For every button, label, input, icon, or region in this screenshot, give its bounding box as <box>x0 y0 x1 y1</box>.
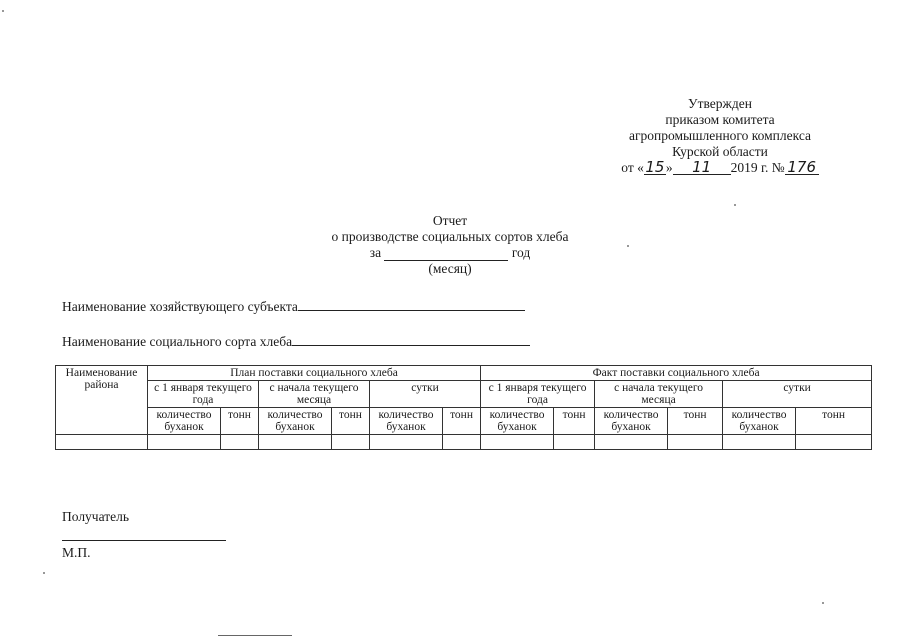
report-title-block <box>250 213 650 277</box>
scan-speck <box>43 572 45 574</box>
table-cell[interactable] <box>723 435 796 450</box>
recipient-label: Получатель <box>62 509 130 524</box>
plan-period-mtd: с начала текущего месяца <box>259 381 370 408</box>
entity-blank[interactable] <box>298 298 525 311</box>
bread-blank[interactable] <box>292 333 530 346</box>
plan-mtd-tons: тонн <box>332 408 370 435</box>
report-table <box>55 365 872 450</box>
report-subtitle: о производстве социальных сортов хлеба <box>331 229 569 244</box>
table-cell[interactable] <box>332 435 370 450</box>
plan-day-qty: количество буханок <box>370 408 443 435</box>
table-row <box>56 435 872 450</box>
fact-day-tons: тонн <box>796 408 872 435</box>
period-month-hint: (месяц) <box>428 261 472 276</box>
table-header-row-1 <box>56 366 872 381</box>
approval-number: 176 <box>785 160 819 175</box>
approval-block <box>600 96 840 176</box>
table-cell[interactable] <box>370 435 443 450</box>
fact-mtd-tons: тонн <box>668 408 723 435</box>
table-cell[interactable] <box>595 435 668 450</box>
stamp-label: М.П. <box>62 545 91 560</box>
fact-ytd-tons: тонн <box>554 408 595 435</box>
approval-line-1: Утвержден <box>688 96 752 111</box>
period-month-blank[interactable] <box>384 246 508 261</box>
table-cell[interactable] <box>668 435 723 450</box>
district-header: Наименование района <box>56 366 148 435</box>
report-period-line <box>250 245 650 261</box>
scan-speck <box>2 10 4 12</box>
approval-line-3: агропромышленного комплекса <box>629 128 811 143</box>
plan-period-ytd: с 1 января текущего года <box>148 381 259 408</box>
fact-day-qty: количество буханок <box>723 408 796 435</box>
signature-line[interactable] <box>62 540 226 541</box>
fact-period-ytd: с 1 января текущего года <box>481 381 595 408</box>
fact-period-day: сутки <box>723 381 872 408</box>
table-cell[interactable] <box>796 435 872 450</box>
approval-month: 11 <box>673 160 731 175</box>
entity-label: Наименование хозяйствующего субъекта <box>62 299 298 314</box>
fact-ytd-qty: количество буханок <box>481 408 554 435</box>
plan-ytd-qty: количество буханок <box>148 408 221 435</box>
table-cell[interactable] <box>56 435 148 450</box>
bread-field <box>62 333 530 350</box>
table-cell[interactable] <box>554 435 595 450</box>
table-header-row-2 <box>56 381 872 408</box>
table-cell[interactable] <box>443 435 481 450</box>
fact-mtd-qty: количество буханок <box>595 408 668 435</box>
table-cell[interactable] <box>148 435 221 450</box>
report-title: Отчет <box>432 213 468 228</box>
date-day-suffix: » <box>665 160 673 175</box>
period-suffix: год <box>511 245 531 260</box>
table-cell[interactable] <box>259 435 332 450</box>
scan-speck <box>734 204 736 206</box>
plan-period-day: сутки <box>370 381 481 408</box>
plan-header: План поставки социального хлеба <box>148 366 481 381</box>
plan-ytd-tons: тонн <box>221 408 259 435</box>
plan-mtd-qty: количество буханок <box>259 408 332 435</box>
scan-speck <box>627 245 629 247</box>
approval-year: 2019 г. № <box>730 160 785 175</box>
scan-artifact-line <box>218 635 292 636</box>
approval-line-2: приказом комитета <box>665 112 775 127</box>
fact-header: Факт поставки социального хлеба <box>481 366 872 381</box>
fact-period-mtd: с начала текущего месяца <box>595 381 723 408</box>
table-header-row-3 <box>56 408 872 435</box>
approval-line-4: Курской области <box>672 144 768 159</box>
approval-day: 15 <box>645 158 665 176</box>
table-cell[interactable] <box>221 435 259 450</box>
date-prefix: от « <box>621 160 644 175</box>
table-cell[interactable] <box>481 435 554 450</box>
approval-date-line <box>600 160 840 176</box>
scan-speck <box>822 602 824 604</box>
plan-day-tons: тонн <box>443 408 481 435</box>
entity-field <box>62 298 525 315</box>
period-prefix: за <box>369 245 382 260</box>
bread-label: Наименование социального сорта хлеба <box>62 334 293 349</box>
